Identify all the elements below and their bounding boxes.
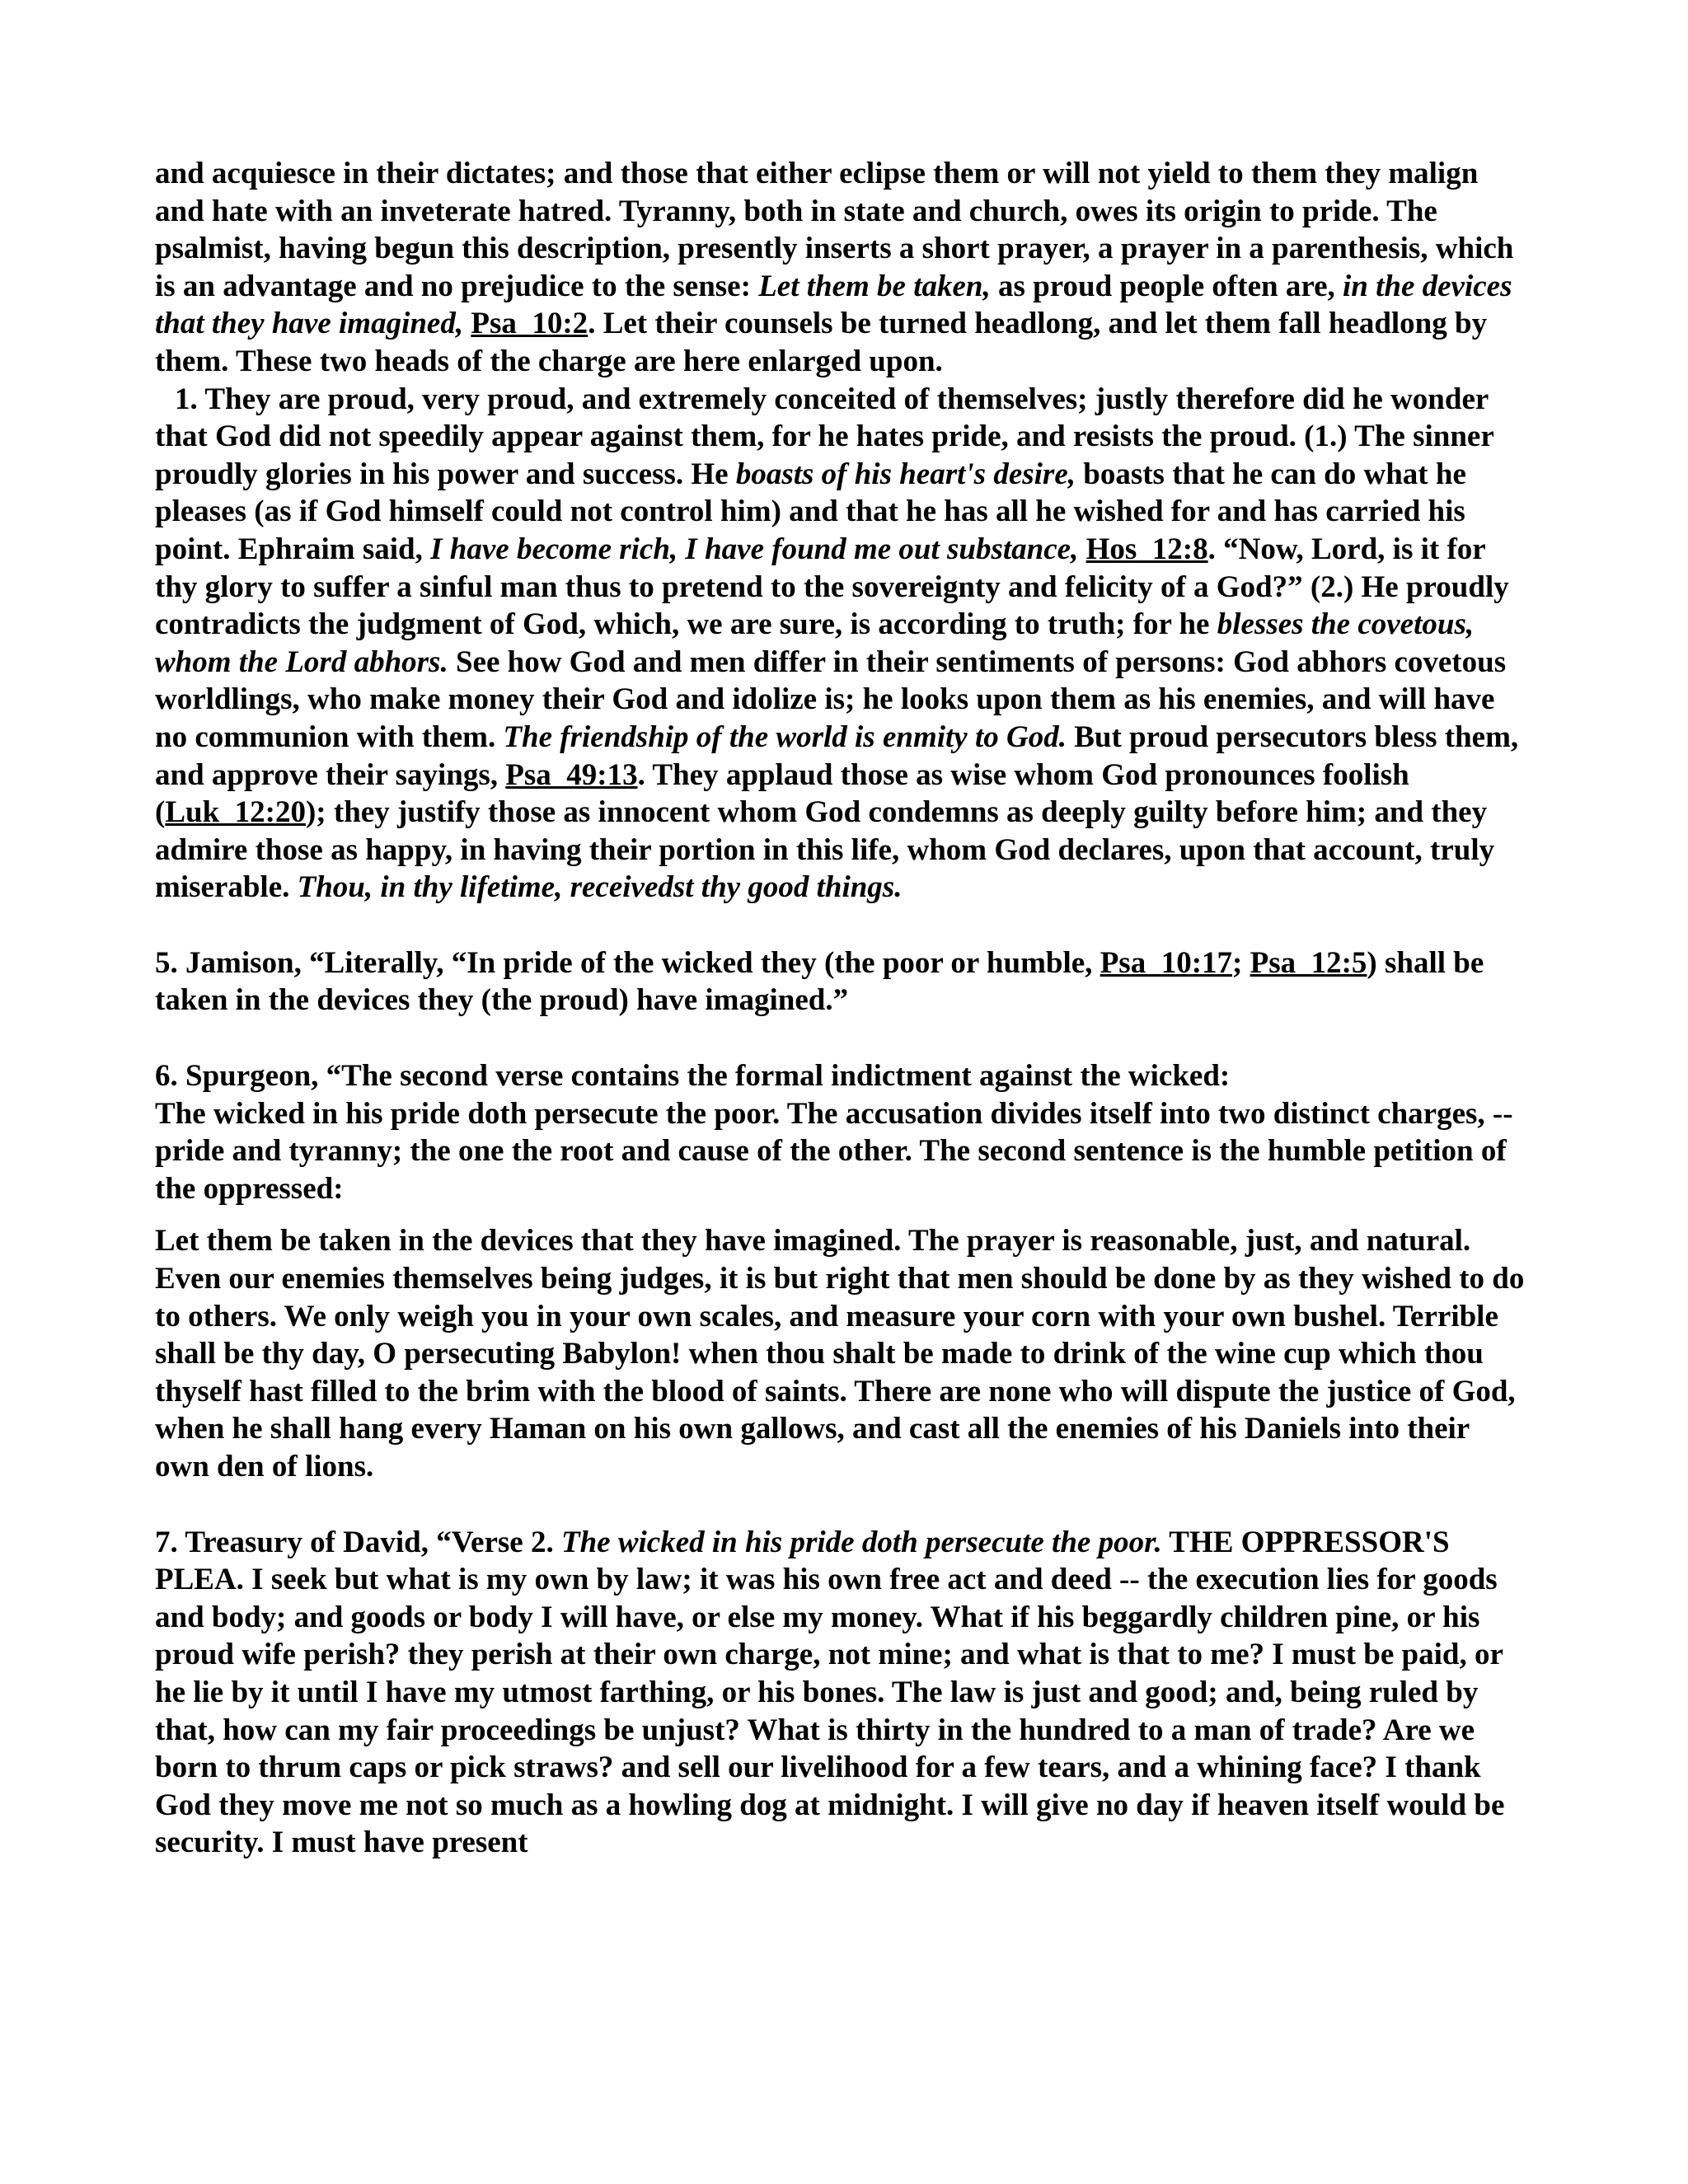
paragraph-jamison [155, 944, 1526, 1019]
text-run: . “Now, Lord, is it for thy glory to suffer a sinful man thus to pretend to the sovereignty and felicity of a God?” (2.) He proudly contradicts the judgment of God, which, we are sure, is according to truth; for he [155, 532, 1509, 642]
paragraph-spurgeon-prayer [155, 1222, 1526, 1485]
text-run [463, 307, 471, 340]
italic-quote: The wicked in his pride doth persecute the poor. [560, 1525, 1162, 1559]
text-run: 7. Treasury of David, “Verse 2. [155, 1525, 561, 1559]
paragraph-gap [155, 1019, 1526, 1057]
text-run: ) shall be taken in the devices they (the proud) have imagined.” [155, 945, 1484, 1018]
scripture-link-psa-49-13[interactable]: Psa_49:13 [505, 757, 638, 792]
text-run: 5. Jamison, “Literally, “In pride of the wicked they (the poor or humble, [155, 945, 1100, 980]
text-run: and acquiesce in their dictates; and those that either eclipse them or will not yield to them they malign and hate with an inveterate hatred. Tyranny, both in state and church, owes its origin to pride. The psalmist, having begun this description, presently inserts a short prayer, a prayer in a parenthesis, which is an advantage and no prejudice to the sense: [155, 157, 1514, 303]
italic-quote: in the devices that they have imagined, [155, 269, 1512, 341]
paragraph-spurgeon-intro [155, 1057, 1526, 1207]
text-run [1078, 532, 1085, 566]
paragraph-point-one [155, 381, 1526, 907]
paragraph-gap [155, 1486, 1526, 1524]
paragraph-gap [155, 907, 1526, 944]
scripture-link-hos-12-8[interactable]: Hos_12:8 [1085, 532, 1208, 566]
paragraph-treasury-of-david [155, 1524, 1526, 1862]
scripture-link-luk-12-20[interactable]: Luk_12:20 [165, 795, 306, 830]
paragraph-henry-continuation [155, 155, 1526, 381]
italic-quote: boasts of his heart's desire, [735, 457, 1076, 491]
scripture-link-psa-12-5[interactable]: Psa_12:5 [1250, 945, 1367, 980]
text-run: THE OPPRESSOR'S PLEA. I seek but what is my own by law; it was his own free act and deed -- the execution lies for goods and body; and goods or body I will have, or else my money. What if his beggardly children pine, or his proud wife perish? they perish at their own charge, not mine; and what is that to me? I must be paid, or he lie by it until I have my utmost farthing, or his bones. The law is just and good; and, being ruled by that, how can my fair proceedings be unjust? What is thirty in the hundred to a man of trade? Are we born to thrum caps or pick straws? and sell our livelihood for a few tears, and a whining face? I thank God they move me not so much as a howling dog at midnight. I will give no day if heaven itself would be security. I must have present [155, 1525, 1505, 1860]
text-run: . Let their counsels be turned headlong, and let them fall headlong by them. These two heads of the charge are here enlarged upon. [155, 307, 1488, 378]
italic-quote: The friendship of the world is enmity to God. [503, 719, 1067, 754]
text-run: But proud persecutors bless them, and approve their sayings, [155, 719, 1519, 792]
text-run: 6. Spurgeon, “The second verse contains the formal indictment against the wicked: [155, 1059, 1231, 1094]
text-run: boasts that he can do what he pleases (as if God himself could not control him) and that he has all he wished for and has carried his point. Ephraim said, [155, 457, 1466, 566]
italic-quote: Let them be taken, [758, 269, 991, 303]
text-run: Let them be taken in the devices that they have imagined. The prayer is reasonable, just, and natural. Even our enemies themselves being judges, it is but right that men should be done by as they wished to do to others. We only weigh you in your own scales, and measure your corn with your own bushel. Terrible shall be thy day, O persecuting Babylon! when thou shalt be made to drink of the wine cup which thou thyself hast filled to the brim with the blood of saints. There are none who will dispute the justice of God, when he shall hang every Haman on his own gallows, and cast all the enemies of his Daniels into their own den of lions. [155, 1224, 1525, 1483]
text-run: 1. They are proud, very proud, and extremely conceited of themselves; justly therefore did he wonder that God did not speedily appear against them, for he hates pride, and resists the proud. (1.) The sinner proudly glories in his power and success. He [155, 382, 1494, 491]
paragraph-gap [155, 1207, 1526, 1222]
italic-quote: Thou, in thy lifetime, receivedst thy good things. [297, 870, 903, 905]
text-run: . They applaud those as wise whom God pronounces foolish ( [155, 757, 1409, 830]
italic-quote: I have become rich, I have found me out substance, [430, 532, 1079, 566]
text-run: ; [1232, 945, 1250, 980]
scripture-link-psa-10-17[interactable]: Psa_10:17 [1100, 945, 1233, 980]
text-run: The wicked in his pride doth persecute the poor. The accusation divides itself into two distinct charges, -- pride and tyranny; the one the root and cause of the other. The second sentence is the humble petition of the oppressed: [155, 1096, 1513, 1206]
text-run: See how God and men differ in their sentiments of persons: God abhors covetous worldlings, who make money their God and idolize is; he looks upon them as his enemies, and will have no communion with them. [155, 644, 1507, 754]
text-run: as proud people often are, [990, 269, 1343, 303]
italic-quote: blesses the covetous, whom the Lord abhors. [155, 607, 1475, 679]
scripture-link-psa-10-2[interactable]: Psa_10:2 [471, 307, 588, 341]
text-run: ); they justify those as innocent whom God condemns as deeply guilty before him; and they admire those as happy, in having their portion in this life, whom God declares, upon that account, truly miserable. [155, 795, 1495, 905]
